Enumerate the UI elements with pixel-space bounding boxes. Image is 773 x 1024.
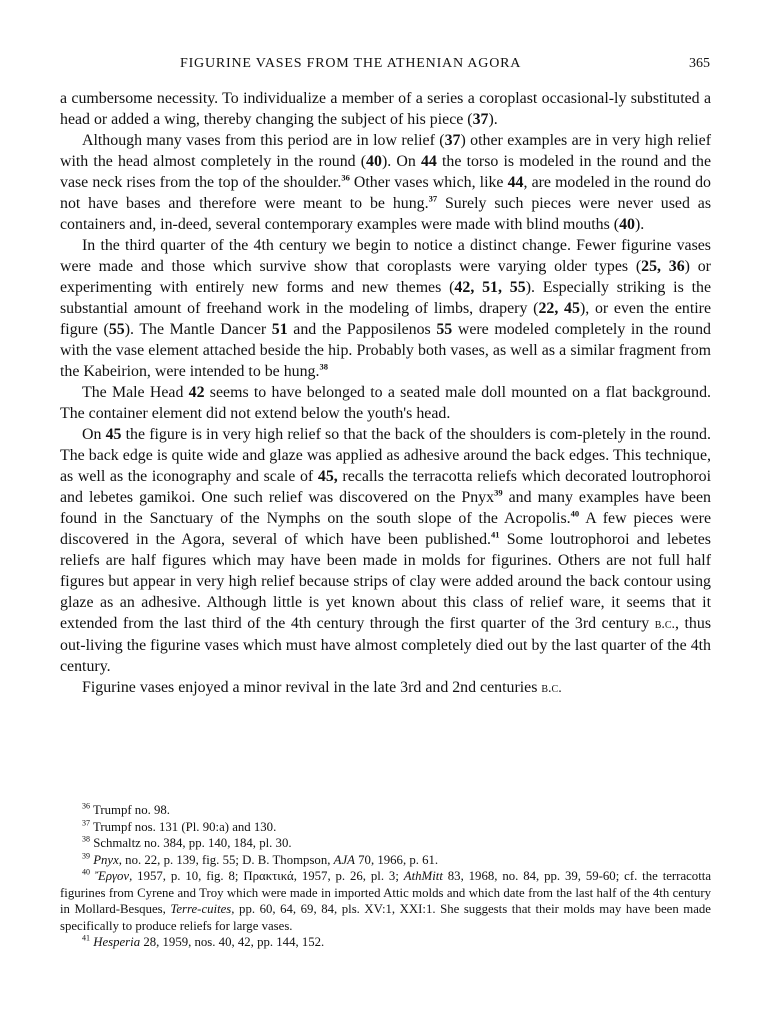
catalog-ref: 55 xyxy=(108,321,125,338)
catalog-ref: 44 xyxy=(507,174,524,191)
paragraph-2 xyxy=(60,130,711,235)
text-run: , are modeled in the round do not have bases and therefore were meant to be hung. xyxy=(60,174,711,212)
footnote-40 xyxy=(60,868,711,934)
text-run: ) other examples are in very high relief with the head almost completely in the round ( xyxy=(60,132,711,170)
text-run: ). Especially striking is the substantial amount of freehand work in the modeling of limbs, drapery ( xyxy=(60,279,711,317)
text-run: a cumbersome necessity. To individualize a member of a series a coroplast occasional-ly substituted a head or added a wing, thereby changing the subject of his piece ( xyxy=(60,90,711,128)
footnote-number: 41 xyxy=(82,933,90,943)
catalog-ref: 37 xyxy=(472,111,489,128)
text-run: ). On xyxy=(381,153,421,170)
footnote-text: Hesperia xyxy=(93,935,141,949)
footnote-text: 28, 1959, nos. 40, 42, pp. 144, 152. xyxy=(140,935,325,949)
footnote-text: Trumpf nos. 131 (Pl. 90:a) and 130. xyxy=(92,819,277,834)
text-run: ). xyxy=(634,216,645,233)
catalog-ref: 42 xyxy=(188,384,205,401)
text-run: ). xyxy=(488,111,498,128)
running-title: FIGURINE VASES FROM THE ATHENIAN AGORA xyxy=(180,56,522,71)
footnote-text: no. 22, p. 139, fig. 55; D. B. Thompson, xyxy=(121,852,334,867)
catalog-ref: 25, 36 xyxy=(641,258,685,275)
text-run: Surely such pieces were never used as containers and, in-deed, several contemporary examples were made with blind mouths ( xyxy=(60,195,712,233)
body-text xyxy=(60,88,711,699)
text-run: In the third quarter of the 4th century we begin to notice a distinct change. Fewer figurine vases were made and those which survive show that coroplasts were varying older types ( xyxy=(60,237,711,275)
text-run: seems to have belonged to a seated male doll mounted on a flat background. The container element did not extend below the youth's head. xyxy=(60,384,711,422)
text-run: On xyxy=(82,426,106,443)
paragraph-6 xyxy=(60,677,711,699)
footnote-41 xyxy=(60,934,711,951)
footnote-ref[interactable]: 40 xyxy=(570,508,580,519)
paragraph-4 xyxy=(60,382,711,424)
paragraph-5 xyxy=(60,424,711,677)
catalog-ref: 51 xyxy=(271,321,288,338)
footnote-text: 1957, p. 26, pl. 3; xyxy=(296,869,404,883)
footnote-text: Ἔργον, xyxy=(94,869,133,883)
text-run: Some loutrophoroi and lebetes reliefs are half figures which may have been made in molds for figurines. Others are not full half figures but appear in very high relief because strips of clay were added around the back contour using glaze as an adhesive. Although little is yet known about this class of relief ware, it seems that it extended from the last third of the 4th century through the first quarter of the 3rd century xyxy=(60,531,711,632)
catalog-ref: 42, 51, 55 xyxy=(454,279,526,296)
era-abbrev: b.c. xyxy=(541,681,562,696)
text-run: and many examples have been found in the Sanctuary of the Nymphs on the south slope of the Acropolis. xyxy=(60,489,711,527)
catalog-ref: 37 xyxy=(444,132,461,149)
text-run: Other vases which, like xyxy=(349,174,508,191)
footnote-37 xyxy=(60,819,711,836)
text-run: ), or even the entire figure ( xyxy=(60,300,711,338)
text-run: Although many vases from this period are in low relief ( xyxy=(82,132,445,149)
footnote-number: 36 xyxy=(82,801,90,811)
footnotes xyxy=(60,802,711,951)
footnote-text: AthMitt xyxy=(403,869,443,883)
text-run: and the Papposilenos xyxy=(287,321,437,338)
catalog-ref: 40 xyxy=(619,216,635,233)
text-run: were modeled completely in the round with the vase element attached beside the hip. Probably both vases, as well as a similar fragment from the Kabeirion, were intended to be hung. xyxy=(60,321,711,380)
text-run: A few pieces were discovered in the Agora, several of which have been published. xyxy=(60,510,712,548)
text-run: , thus out-living the figurine vases which must have almost completely died out by the last quarter of the 4th century. xyxy=(60,615,712,675)
footnote-number: 39 xyxy=(82,851,90,861)
footnote-ref[interactable]: 37 xyxy=(428,193,438,204)
era-abbrev: b.c. xyxy=(654,617,676,632)
catalog-ref: 22, 45 xyxy=(538,300,580,317)
footnote-text: 70, 1966, p. 61. xyxy=(354,852,439,867)
text-run: ). The Mantle Dancer xyxy=(124,321,272,338)
text-run: The Male Head xyxy=(82,384,189,401)
footnote-number: 40 xyxy=(82,867,90,877)
footnote-36 xyxy=(60,802,711,819)
footnote-text: 83, 1968, no. 84, pp. 39, 59-60; cf. the terracotta figurines from Cyrene and Troy which were made in imported Attic molds and which date from the last half of the 4th century in Mollard-Besques, xyxy=(60,869,711,916)
paragraph-1 xyxy=(60,88,711,130)
footnote-ref[interactable]: 41 xyxy=(491,529,500,540)
paragraph-3 xyxy=(60,235,711,382)
footnote-ref[interactable]: 36 xyxy=(341,172,350,183)
catalog-ref: 55 xyxy=(436,321,453,338)
footnote-number: 38 xyxy=(82,834,90,844)
page-header xyxy=(60,56,710,76)
footnote-text: Terre-cuites, xyxy=(170,902,235,916)
page-number: 365 xyxy=(689,56,710,71)
footnote-text: 1957, p. 10, fig. 8; xyxy=(132,869,244,883)
footnote-number: 37 xyxy=(82,818,90,828)
footnote-text: AJA xyxy=(333,852,355,867)
text-run: recalls the terracotta reliefs which decorated loutrophoroi and lebetes gamikoi. One such relief was discovered on the Pnyx xyxy=(60,468,711,506)
text-run: ) or experimenting with entirely new forms and new themes ( xyxy=(60,258,711,296)
text-run: the figure is in very high relief so that the back of the shoulders is com-pletely in the round. The back edge is quite wide and glaze was applied as adhesive around the back edges. This technique, as well as the iconography and scale of xyxy=(60,426,711,485)
footnote-ref[interactable]: 39 xyxy=(494,487,503,498)
footnote-text: Πρακτικά, xyxy=(243,869,297,883)
catalog-ref: 45 xyxy=(105,426,122,443)
catalog-ref: 44 xyxy=(420,153,437,170)
footnote-39 xyxy=(60,852,711,869)
footnote-38 xyxy=(60,835,711,852)
footnote-ref[interactable]: 38 xyxy=(319,361,328,372)
footnote-text: Schmaltz no. 384, pp. 140, 184, pl. 30. xyxy=(93,836,292,850)
catalog-ref: 40 xyxy=(366,153,382,170)
catalog-ref: 45, xyxy=(317,468,338,485)
text-run: Figurine vases enjoyed a minor revival in the late 3rd and 2nd centuries xyxy=(82,679,542,696)
text-run: the torso is modeled in the round and the vase neck rises from the top of the shoulder. xyxy=(60,153,711,191)
footnote-text: pp. 60, 64, 69, 84, pls. XV:1, XXI:1. She suggests that their molds may have been made specifically to produce reliefs for large vases. xyxy=(60,902,711,933)
footnote-text: Trumpf no. 98. xyxy=(92,803,170,817)
footnote-text: Pnyx, xyxy=(93,852,122,867)
